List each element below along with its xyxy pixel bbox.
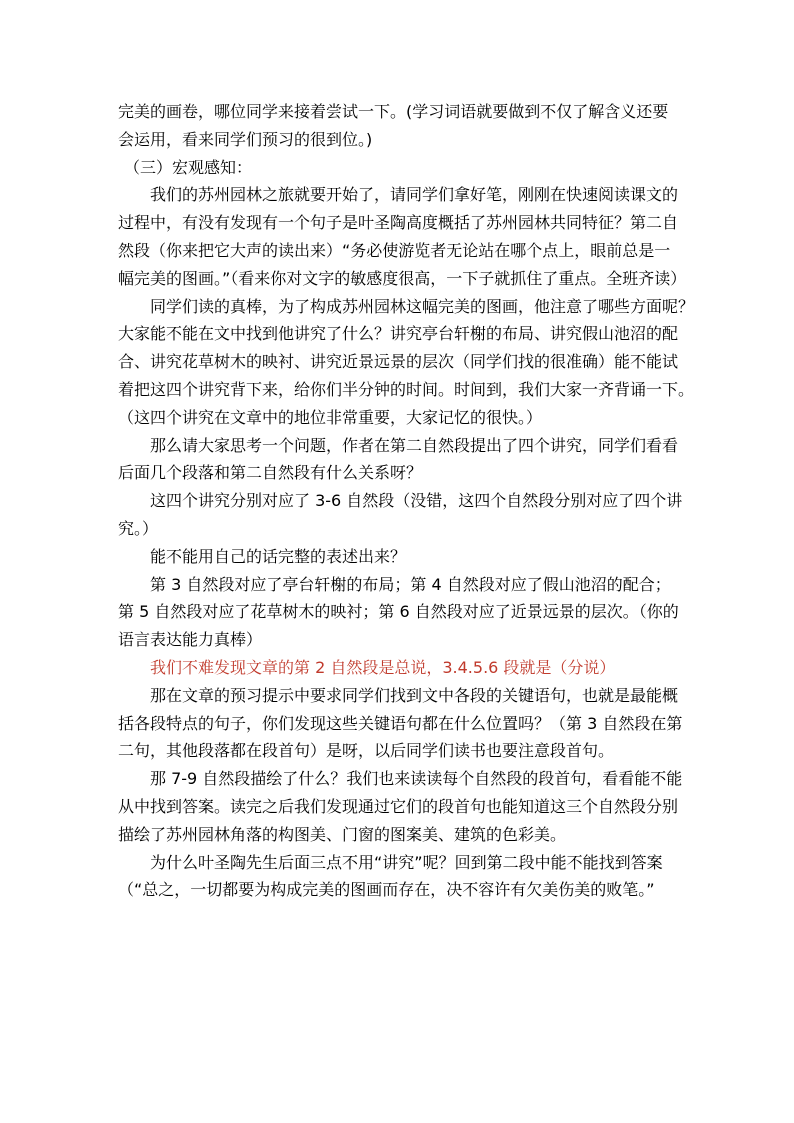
text-line: 描绘了苏州园林角落的构图美、门窗的图案美、建筑的色彩美。 xyxy=(118,824,567,844)
text-line: 幅完美的图画。”（看来你对文字的敏感度很高，一下子就抓住了重点。全班齐读） xyxy=(118,268,687,288)
paragraph-first-line: 为什么叶圣陶先生后面三点不用“讲究”呢？回到第二段中能不能找到答案 xyxy=(150,852,663,872)
text-line: 从中找到答案。读完之后我们发现通过它们的段首句也能知道这三个自然段分别 xyxy=(118,796,679,816)
text-line: 合、讲究花草树木的映衬、讲究近景远景的层次（同学们找的很准确）能不能试 xyxy=(118,352,679,372)
text-line: 第 5 自然段对应了花草树木的映衬；第 6 自然段对应了近景远景的层次。（你的 xyxy=(118,602,679,622)
paragraph-first-line: 第 3 自然段对应了亭台轩榭的布局；第 4 自然段对应了假山池沼的配合； xyxy=(150,574,671,594)
text-line: （“总之，一切都要为构成完美的图画而存在，决不容许有欠美伤美的败笔。” xyxy=(118,880,655,900)
text-line: 究。） xyxy=(118,518,159,538)
document-page xyxy=(118,98,695,904)
text-line: （这四个讲究在文章中的地位非常重要，大家记忆的很快。） xyxy=(118,407,543,427)
text-line: 括各段特点的句子，你们发现这些关键语句都在什么位置吗？（第 3 自然段在第 xyxy=(118,713,683,733)
text-line: 然段（你来把它大声的读出来）“务必使游览者无论站在哪个点上，眼前总是一 xyxy=(118,240,671,260)
text-line: 大家能不能在文中找到他讲究了什么？讲究亭台轩榭的布局、讲究假山池沼的配 xyxy=(118,324,679,344)
text-line: 语言表达能力真棒） xyxy=(118,630,263,650)
paragraph-first-line: 我们的苏州园林之旅就要开始了，请同学们拿好笔，刚刚在快速阅读课文的 xyxy=(150,185,679,205)
paragraph-first-line: 那么请大家思考一个问题，作者在第二自然段提出了四个讲究，同学们看看 xyxy=(150,435,679,455)
text-line: 后面几个段落和第二自然段有什么关系呀？ xyxy=(118,463,423,483)
text-line: 完美的画卷，哪位同学来接着尝试一下。(学习词语就要做到不仅了解含义还要 xyxy=(118,102,669,121)
paragraph-first-line: 那 7-9 自然段描绘了什么？我们也来读读每个自然段的段首句，看看能不能 xyxy=(150,769,683,789)
paragraph-first-line: 那在文章的预习提示中要求同学们找到文中各段的关键语句，也就是最能概 xyxy=(150,685,679,705)
text-line: 二句，其他段落都在段首句）是呀，以后同学们读书也要注意段首句。 xyxy=(118,741,615,761)
text-line: 过程中，有没有发现有一个句子是叶圣陶高度概括了苏州园林共同特征？第二自 xyxy=(118,213,679,233)
paragraph-first-line: 能不能用自己的话完整的表述出来？ xyxy=(150,546,407,566)
text-line: 会运用，看来同学们预习的很到位。) xyxy=(118,129,373,149)
section-heading: （三）宏观感知： xyxy=(124,157,253,177)
paragraph-first-line: 同学们读的真棒，为了构成苏州园林这幅完美的图画，他注意了哪些方面呢？ xyxy=(150,296,695,316)
text-line: 着把这四个讲究背下来，给你们半分钟的时间。时间到，我们大家一齐背诵一下。 xyxy=(118,379,695,399)
highlighted-paragraph-line: 我们不难发现文章的第 2 自然段是总说，3.4.5.6 段就是（分说） xyxy=(150,657,616,677)
paragraph-first-line: 这四个讲究分别对应了 3-6 自然段（没错，这四个自然段分别对应了四个讲 xyxy=(150,491,683,511)
